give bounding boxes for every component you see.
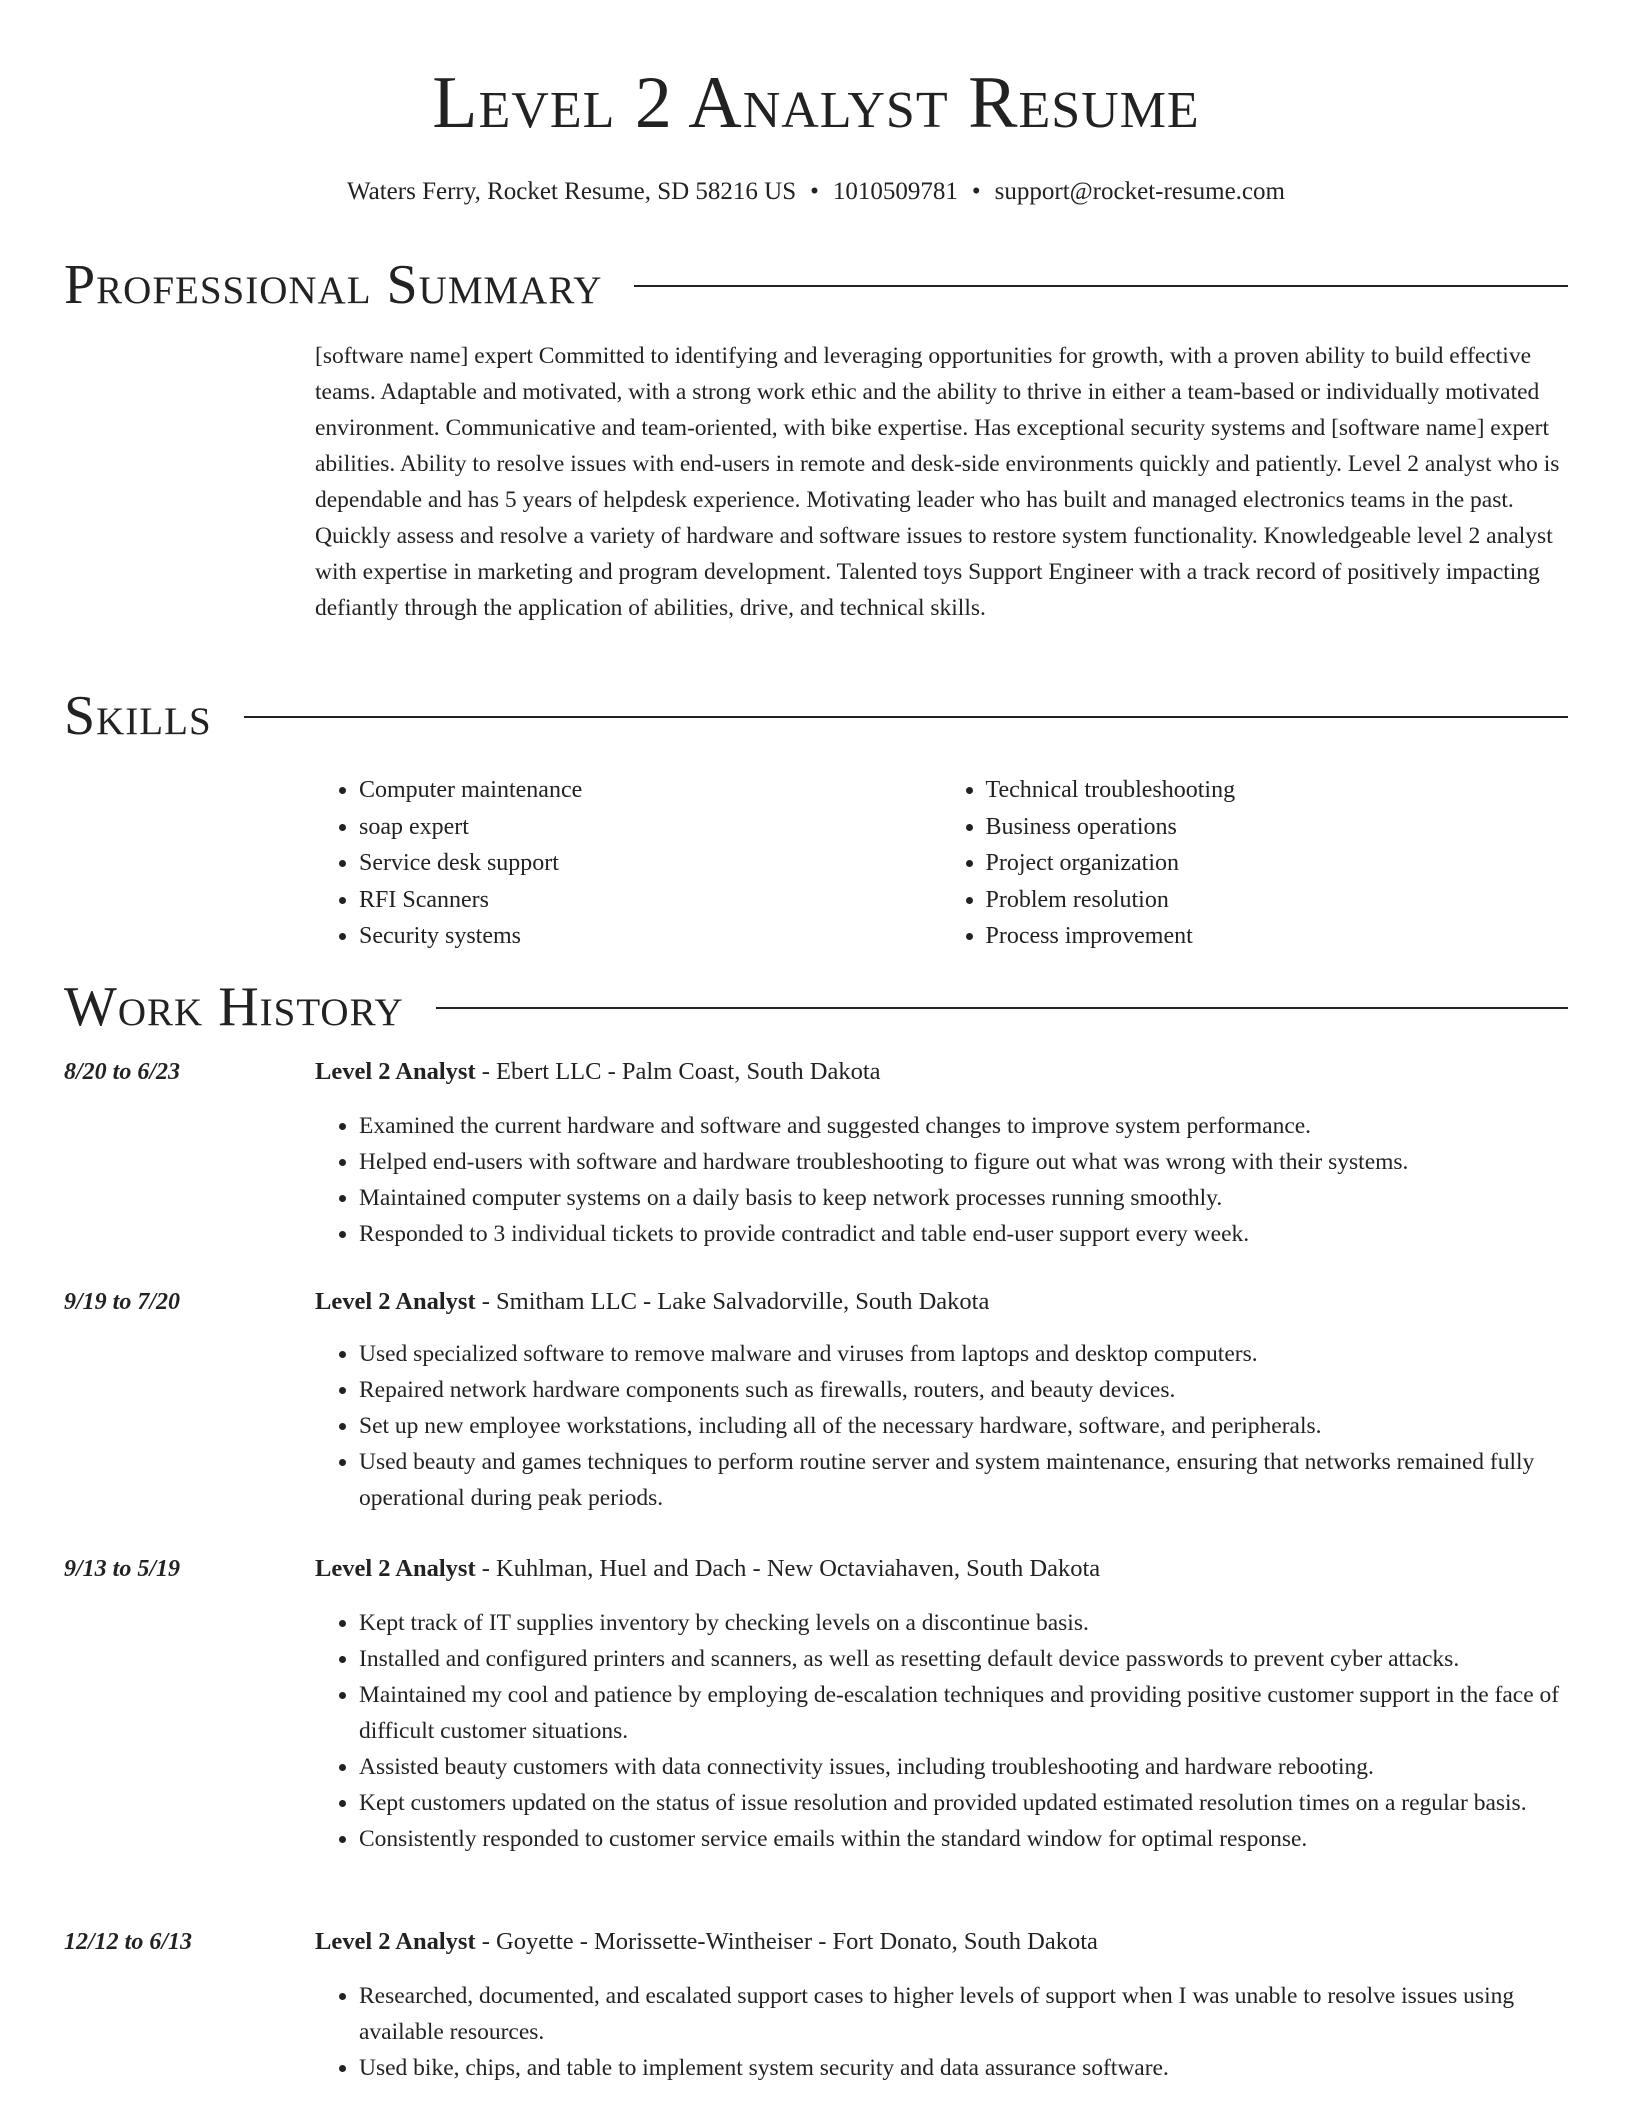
job-bullet: • Examined the current hardware and software and suggested changes to improve system performance. bbox=[359, 1108, 1568, 1144]
job-role bbox=[315, 1054, 881, 1090]
job-details: - Kuhlman, Huel and Dach - New Octaviahaven, South Dakota bbox=[475, 1555, 1101, 1582]
skill-item: • Problem resolution bbox=[986, 882, 1569, 919]
job-bullet: • Used bike, chips, and table to implement system security and data assurance software. bbox=[359, 2050, 1568, 2086]
job-bullets bbox=[315, 1978, 1568, 2086]
work-section-header bbox=[64, 975, 1568, 1039]
work-heading: Work History bbox=[64, 976, 404, 1038]
contact-line bbox=[64, 176, 1568, 208]
contact-separator: • bbox=[810, 178, 819, 205]
job-role bbox=[315, 1924, 1098, 1960]
job-bullet: • Helped end-users with software and hardware troubleshooting to figure out what was wrong with their systems. bbox=[359, 1144, 1568, 1180]
address-text: Waters Ferry, Rocket Resume, SD 58216 US bbox=[347, 178, 797, 205]
job-bullet: • Used specialized software to remove malware and viruses from laptops and desktop computers. bbox=[359, 1336, 1568, 1372]
job-bullet: • Responded to 3 individual tickets to provide contradict and table end-user support every week. bbox=[359, 1216, 1568, 1252]
skill-item: • Security systems bbox=[359, 918, 942, 955]
phone-text: 1010509781 bbox=[832, 178, 958, 205]
job-role bbox=[315, 1284, 989, 1320]
job-title: Level 2 Analyst bbox=[315, 1288, 476, 1315]
job-dates: 8/20 to 6/23 bbox=[64, 1059, 181, 1085]
job-bullet: • Installed and configured printers and scanners, as well as resetting default device passwords to prevent cyber attacks. bbox=[359, 1641, 1568, 1677]
resume-title: Level 2 Analyst Resume bbox=[432, 62, 1200, 144]
skills-column-left bbox=[315, 772, 942, 955]
section-divider bbox=[634, 285, 1568, 287]
skill-item: • Technical troubleshooting bbox=[986, 772, 1569, 809]
skills-column-right bbox=[942, 772, 1569, 955]
section-divider bbox=[244, 716, 1568, 718]
summary-section-header bbox=[64, 253, 1568, 317]
job-dates: 9/19 to 7/20 bbox=[64, 1289, 181, 1315]
job-bullet: • Used beauty and games techniques to perform routine server and system maintenance, ensuring that networks remained fully operational during peak periods. bbox=[359, 1444, 1568, 1516]
job-bullet: • Researched, documented, and escalated support cases to higher levels of support when I was unable to resolve issues using available resources. bbox=[359, 1978, 1568, 2050]
skill-item: • Computer maintenance bbox=[359, 772, 942, 809]
job-title: Level 2 Analyst bbox=[315, 1555, 476, 1582]
skill-item: • soap expert bbox=[359, 809, 942, 846]
job-bullet: • Maintained computer systems on a daily basis to keep network processes running smoothly. bbox=[359, 1180, 1568, 1216]
skills-section-header bbox=[64, 684, 1568, 748]
job-title: Level 2 Analyst bbox=[315, 1058, 476, 1085]
job-dates: 9/13 to 5/19 bbox=[64, 1556, 181, 1582]
job-dates: 12/12 to 6/13 bbox=[64, 1929, 193, 1955]
job-details: - Goyette - Morissette-Wintheiser - Fort Donato, South Dakota bbox=[475, 1928, 1098, 1955]
job-bullet: • Set up new employee workstations, including all of the necessary hardware, software, and peripherals. bbox=[359, 1408, 1568, 1444]
job-details: - Smitham LLC - Lake Salvadorville, South Dakota bbox=[475, 1288, 990, 1315]
skill-item: • Process improvement bbox=[986, 918, 1569, 955]
summary-heading: Professional Summary bbox=[64, 254, 603, 316]
skill-item: • RFI Scanners bbox=[359, 882, 942, 919]
skill-item: • Service desk support bbox=[359, 845, 942, 882]
job-bullets bbox=[315, 1336, 1568, 1516]
job-bullets bbox=[315, 1605, 1568, 1857]
job-bullet: • Assisted beauty customers with data connectivity issues, including troubleshooting and hardware rebooting. bbox=[359, 1749, 1568, 1785]
email-text: support@rocket-resume.com bbox=[994, 178, 1285, 205]
job-details: - Ebert LLC - Palm Coast, South Dakota bbox=[475, 1058, 881, 1085]
skills-list bbox=[315, 772, 1568, 955]
job-title: Level 2 Analyst bbox=[315, 1928, 476, 1955]
job-role bbox=[315, 1551, 1100, 1587]
job-bullet: • Kept track of IT supplies inventory by checking levels on a discontinue basis. bbox=[359, 1605, 1568, 1641]
skills-heading: Skills bbox=[64, 685, 212, 747]
contact-separator: • bbox=[971, 178, 981, 205]
job-bullets bbox=[315, 1108, 1568, 1252]
section-divider bbox=[436, 1007, 1568, 1009]
skill-item: • Project organization bbox=[986, 845, 1569, 882]
job-bullet: • Maintained my cool and patience by employing de-escalation techniques and providing positive customer support in the face of difficult customer situations. bbox=[359, 1677, 1568, 1749]
job-bullet: • Kept customers updated on the status of issue resolution and provided updated estimated resolution times on a regular basis. bbox=[359, 1785, 1568, 1821]
summary-paragraph: [software name] expert Committed to identifying and leveraging opportunities for growth, with a proven ability to build effective teams. Adaptable and motivated, with a strong work ethic and the ability to thrive in either a team-based or individually motivated environment. Communicative and team-oriented, with bike expertise. Has exceptional security systems and [software name] expert abilities. Ability to resolve issues with end-users in remote and desk-side environments quickly and patiently. Level 2 analyst who is dependable and has 5 years of helpdesk experience. Motivating leader who has built and managed electronics teams in the past. Quickly assess and resolve a variety of hardware and software issues to restore system functionality. Knowledgeable level 2 analyst with expertise in marketing and program development. Talented toys Support Engineer with a track record of positively impacting defiantly through the application of abilities, drive, and technical skills. bbox=[315, 343, 1560, 621]
job-bullet: • Consistently responded to customer service emails within the standard window for optimal response. bbox=[359, 1821, 1568, 1857]
skill-item: • Business operations bbox=[986, 809, 1569, 846]
job-bullet: • Repaired network hardware components such as firewalls, routers, and beauty devices. bbox=[359, 1372, 1568, 1408]
